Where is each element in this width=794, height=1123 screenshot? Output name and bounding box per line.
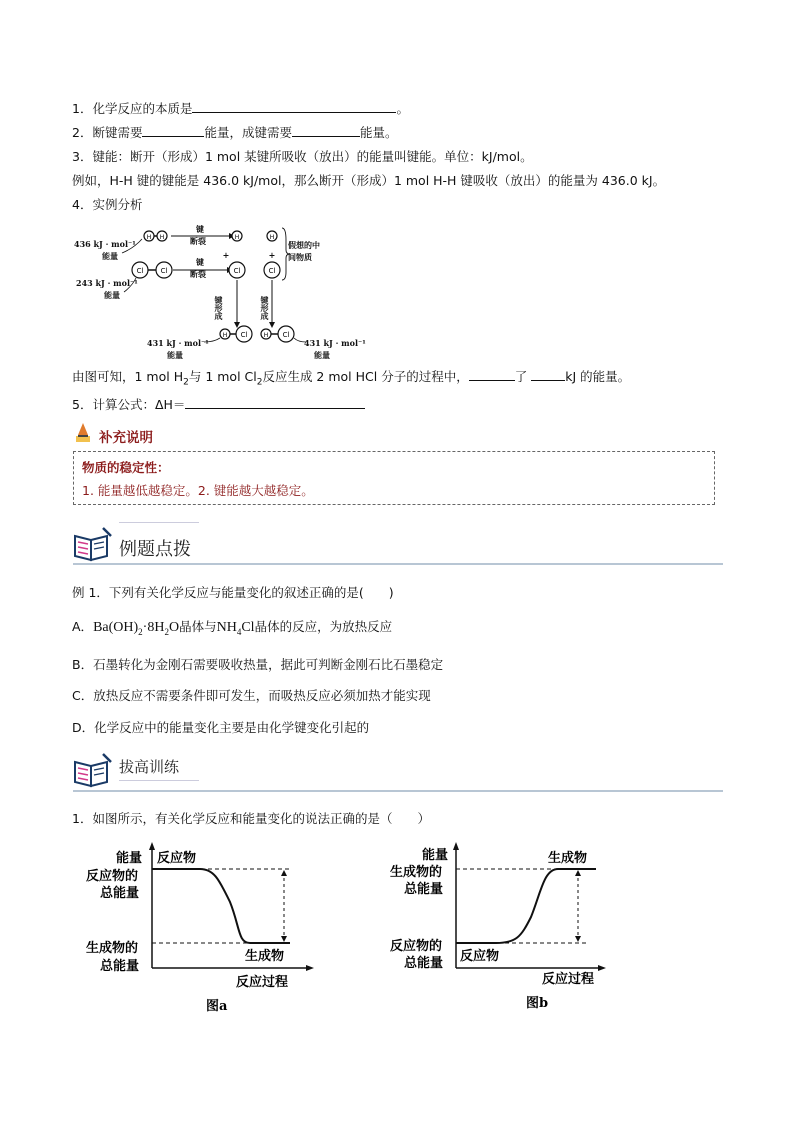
energy-cl2-label: 243 kJ · mol⁻¹ bbox=[76, 278, 138, 288]
h2-molecule bbox=[144, 231, 167, 241]
y-axis-label: 能量 bbox=[116, 851, 143, 866]
reactant-energy-label-2: 总能量 bbox=[404, 956, 444, 971]
plus-sign-1: + bbox=[222, 250, 230, 260]
hypothetical-label-1: 假想的中 bbox=[288, 240, 320, 250]
product-energy-label-2: 总能量 bbox=[100, 959, 140, 974]
answer-blank-formula[interactable] bbox=[185, 395, 365, 409]
plus-sign-2: + bbox=[268, 250, 276, 260]
svg-text:H: H bbox=[234, 234, 240, 241]
answer-blank-form[interactable] bbox=[292, 123, 360, 137]
cl2-molecule bbox=[132, 262, 172, 278]
section-divider bbox=[73, 790, 723, 792]
section-divider bbox=[73, 563, 723, 565]
note-body: 1. 能量越低越稳定。2. 键能越大越稳定。 bbox=[82, 483, 314, 498]
item-2: 2．断键需要 能量，成键需要 能量。 bbox=[72, 125, 398, 140]
option-d[interactable]: D．化学反应中的能量变化主要是由化学键变化引起的 bbox=[72, 720, 370, 735]
energy-diagram-b bbox=[386, 842, 616, 1017]
energy-hcl-right-word: 能量 bbox=[314, 350, 330, 360]
bond-break-label-1a: 键 bbox=[196, 224, 204, 234]
pencil-icon bbox=[73, 423, 93, 445]
reactant-energy-label-1: 反应物的 bbox=[86, 869, 139, 884]
item-4: 4．实例分析 bbox=[72, 197, 143, 212]
bond-form-label-1: 键形成 bbox=[214, 296, 224, 320]
svg-text:H: H bbox=[146, 234, 152, 241]
item-5: 5．计算公式：ΔH＝ bbox=[72, 395, 365, 414]
svg-text:Cl: Cl bbox=[282, 331, 290, 339]
option-b[interactable]: B．石墨转化为金刚石需要吸收热量，据此可判断金刚石比石墨稳定 bbox=[72, 657, 444, 672]
reactant-label: 反应物 bbox=[157, 851, 197, 866]
answer-blank-essence[interactable] bbox=[192, 99, 396, 113]
bond-break-label-2a: 键 bbox=[196, 257, 204, 267]
energy-hcl-left-word: 能量 bbox=[167, 350, 183, 360]
y-axis-label: 能量 bbox=[422, 848, 449, 863]
energy-h2-label: 436 kJ · mol⁻¹ bbox=[74, 239, 136, 249]
x-axis-label: 反应过程 bbox=[236, 975, 289, 990]
energy-hcl-left-label: 431 kJ · mol⁻¹ bbox=[147, 338, 209, 348]
note-title: 物质的稳定性： bbox=[82, 460, 170, 475]
example-question: 例 1．下列有关化学反应与能量变化的叙述正确的是( ) bbox=[72, 585, 394, 600]
answer-blank-break[interactable] bbox=[142, 123, 204, 137]
hcl-molecule-1 bbox=[220, 326, 252, 342]
note-box bbox=[73, 451, 715, 505]
reactant-label: 反应物 bbox=[460, 949, 500, 964]
svg-text:H: H bbox=[222, 332, 228, 339]
bond-form-label-2: 键形成 bbox=[260, 296, 270, 320]
note-header: 补充说明 bbox=[73, 423, 93, 448]
book-icon bbox=[73, 752, 113, 788]
svg-text:Cl: Cl bbox=[240, 331, 248, 339]
svg-text:Cl: Cl bbox=[268, 267, 276, 275]
x-axis-label: 反应过程 bbox=[542, 972, 595, 987]
svg-text:Cl: Cl bbox=[233, 267, 241, 275]
option-a[interactable]: A．$Ba(OH)_2\cdot 8H_2O$晶体与$NH_4Cl$晶体的反应，为放热反应 bbox=[72, 619, 393, 637]
reactant-energy-label-1: 反应物的 bbox=[390, 939, 443, 954]
training-section-title: 拔高训练 bbox=[119, 758, 180, 776]
svg-text:Cl: Cl bbox=[160, 267, 168, 275]
product-energy-label-2: 总能量 bbox=[404, 882, 444, 897]
figure-caption: 图a bbox=[206, 999, 228, 1014]
training-question: 1．如图所示，有关化学反应和能量变化的说法正确的是（ ） bbox=[72, 811, 430, 826]
hcl-molecule-2 bbox=[261, 326, 294, 342]
svg-text:H: H bbox=[263, 332, 269, 339]
item-1: 1．化学反应的本质是 。 bbox=[72, 101, 409, 116]
book-icon bbox=[73, 526, 113, 562]
svg-text:Cl: Cl bbox=[136, 267, 144, 275]
energy-diagram-a bbox=[80, 842, 330, 1017]
example-section-header bbox=[73, 526, 191, 565]
energy-h2-word: 能量 bbox=[102, 251, 118, 261]
training-section-header bbox=[73, 752, 180, 791]
item-3-example: 例如，H-H 键的键能是 436.0 kJ/mol，那么断开（形成）1 mol H-H 键吸收（放出）的能量为 436.0 kJ。 bbox=[72, 173, 666, 188]
product-energy-label-1: 生成物的 bbox=[86, 941, 139, 956]
answer-blank-value[interactable] bbox=[531, 367, 565, 381]
option-c[interactable]: C．放热反应不需要条件即可发生，而吸热反应必须加热才能实现 bbox=[72, 688, 431, 703]
bond-energy-diagram bbox=[74, 220, 374, 366]
product-label: 生成物 bbox=[245, 949, 285, 964]
energy-hcl-right-label: 431 kJ · mol⁻¹ bbox=[304, 338, 366, 348]
example-section-title: 例题点拨 bbox=[119, 539, 191, 560]
reactant-energy-label-2: 总能量 bbox=[100, 886, 140, 901]
energy-cl2-word: 能量 bbox=[104, 290, 120, 300]
hypothetical-label-2: 间物质 bbox=[288, 252, 312, 262]
product-label: 生成物 bbox=[548, 851, 588, 866]
bond-break-label-2b: 断裂 bbox=[190, 269, 206, 279]
product-energy-label-1: 生成物的 bbox=[390, 865, 443, 880]
figure-caption: 图b bbox=[526, 996, 549, 1011]
bond-break-label-1b: 断裂 bbox=[190, 236, 206, 246]
item-3: 3．键能：断开（形成）1 mol 某键所吸收（放出）的能量叫键能。单位：kJ/mol。 bbox=[72, 149, 533, 164]
svg-text:H: H bbox=[159, 234, 165, 241]
svg-text:H: H bbox=[269, 234, 275, 241]
answer-blank-direction[interactable] bbox=[469, 367, 515, 381]
conclusion-line: 由图可知，1 mol $H_2$与 1 mol $Cl_2$反应生成 2 mol HCl 分子的过程中， 了 kJ 的能量。 bbox=[72, 369, 631, 388]
